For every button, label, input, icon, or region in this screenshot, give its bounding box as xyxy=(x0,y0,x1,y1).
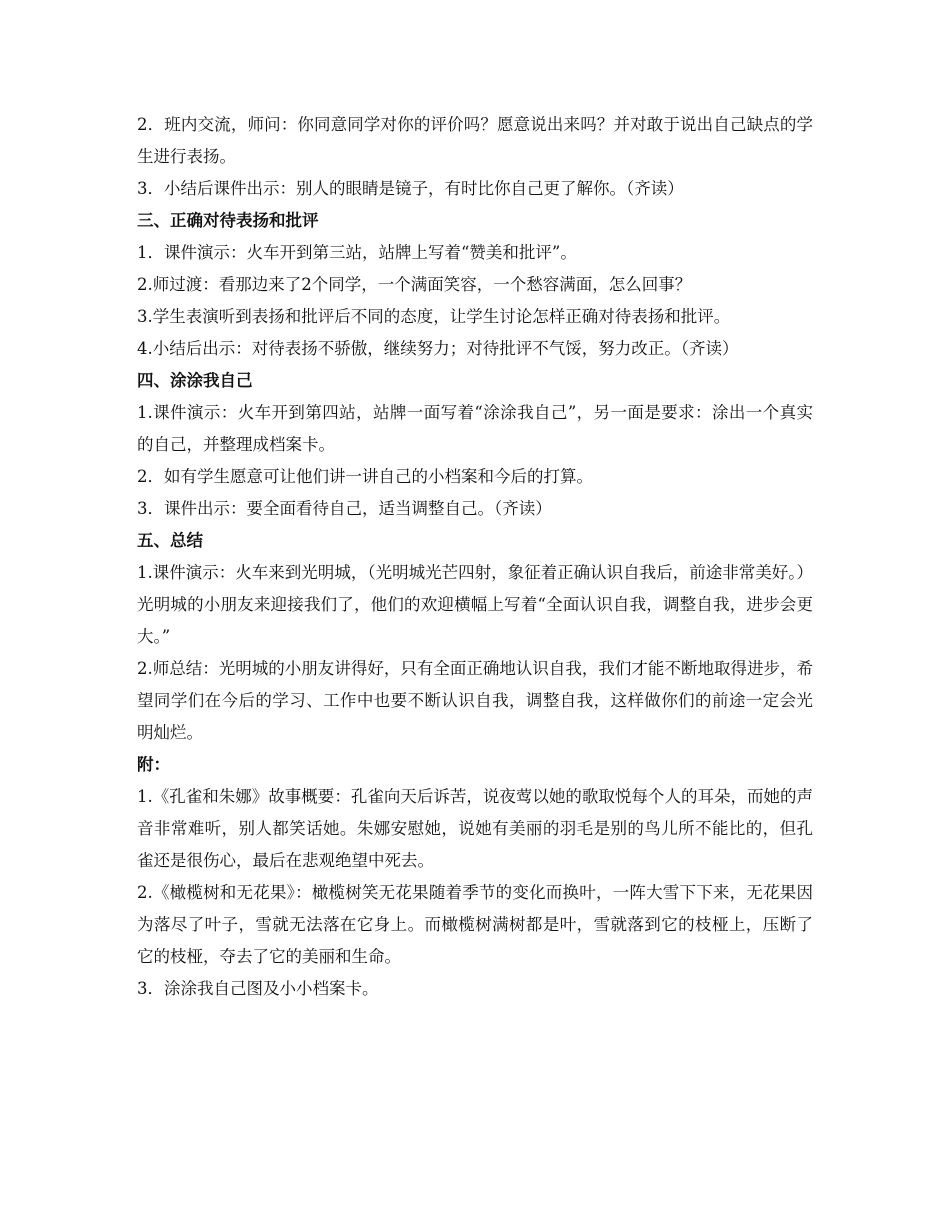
section-heading: 五、总结 xyxy=(137,531,203,550)
paragraph: 4.小结后出示：对待表扬不骄傲，继续努力；对待批评不气馁，努力改正。（齐读） xyxy=(137,339,739,358)
paragraph: 2.师总结：光明城的小朋友讲得好，只有全面正确地认识自我，我们才能不断地取得进步，希望同学们在今后的学习、工作中也要不断认识自我，调整自我，这样做你们的前途一定会光明灿烂。 xyxy=(137,659,813,742)
paragraph: 1.课件演示：火车来到光明城，（光明城光芒四射，象征着正确认识自我后，前途非常美好。）光明城的小朋友来迎接我们了，他们的欢迎横幅上写着“全面认识自我，调整自我，进步会更大。” xyxy=(137,563,813,646)
paragraph: 1.课件演示：火车开到第四站，站牌一面写着“涂涂我自己”，另一面是要求：涂出一个真实的自己，并整理成档案卡。 xyxy=(137,403,813,454)
paragraph: 2．如有学生愿意可让他们讲一讲自己的小档案和今后的打算。 xyxy=(137,467,593,486)
paragraph: 3．涂涂我自己图及小小档案卡。 xyxy=(137,979,379,998)
paragraph: 3．小结后课件出示：别人的眼睛是镜子，有时比你自己更了解你。（齐读） xyxy=(137,179,684,198)
section-heading: 附： xyxy=(137,755,170,774)
paragraph: 2．班内交流，师问：你同意同学对你的评价吗？愿意说出来吗？并对敢于说出自己缺点的学生进行表扬。 xyxy=(137,115,813,166)
section-heading: 四、涂涂我自己 xyxy=(137,371,253,390)
document-page xyxy=(137,109,813,1005)
paragraph: 3．课件出示：要全面看待自己，适当调整自己。（齐读） xyxy=(137,499,552,518)
paragraph: 2.师过渡：看那边来了2个同学，一个满面笑容，一个愁容满面，怎么回事？ xyxy=(137,275,692,294)
paragraph: 1.《孔雀和朱娜》故事概要：孔雀向天后诉苦，说夜莺以她的歌取悦每个人的耳朵，而她的声音非常难听，别人都笑话她。朱娜安慰她，说她有美丽的羽毛是别的鸟儿所不能比的，但孔雀还是很伤心，最后在悲观绝望中死去。 xyxy=(137,787,813,870)
paragraph: 1．课件演示：火车开到第三站，站牌上写着“赞美和批评”。 xyxy=(137,243,577,262)
section-heading: 三、正确对待表扬和批评 xyxy=(137,211,319,230)
paragraph: 3.学生表演听到表扬和批评后不同的态度，让学生讨论怎样正确对待表扬和批评。 xyxy=(137,307,731,326)
paragraph: 2.《橄榄树和无花果》：橄榄树笑无花果随着季节的变化而换叶，一阵大雪下下来，无花果因为落尽了叶子，雪就无法落在它身上。而橄榄树满树都是叶，雪就落到它的枝桠上，压断了它的枝桠，夺去了它的美丽和生命。 xyxy=(137,883,813,966)
